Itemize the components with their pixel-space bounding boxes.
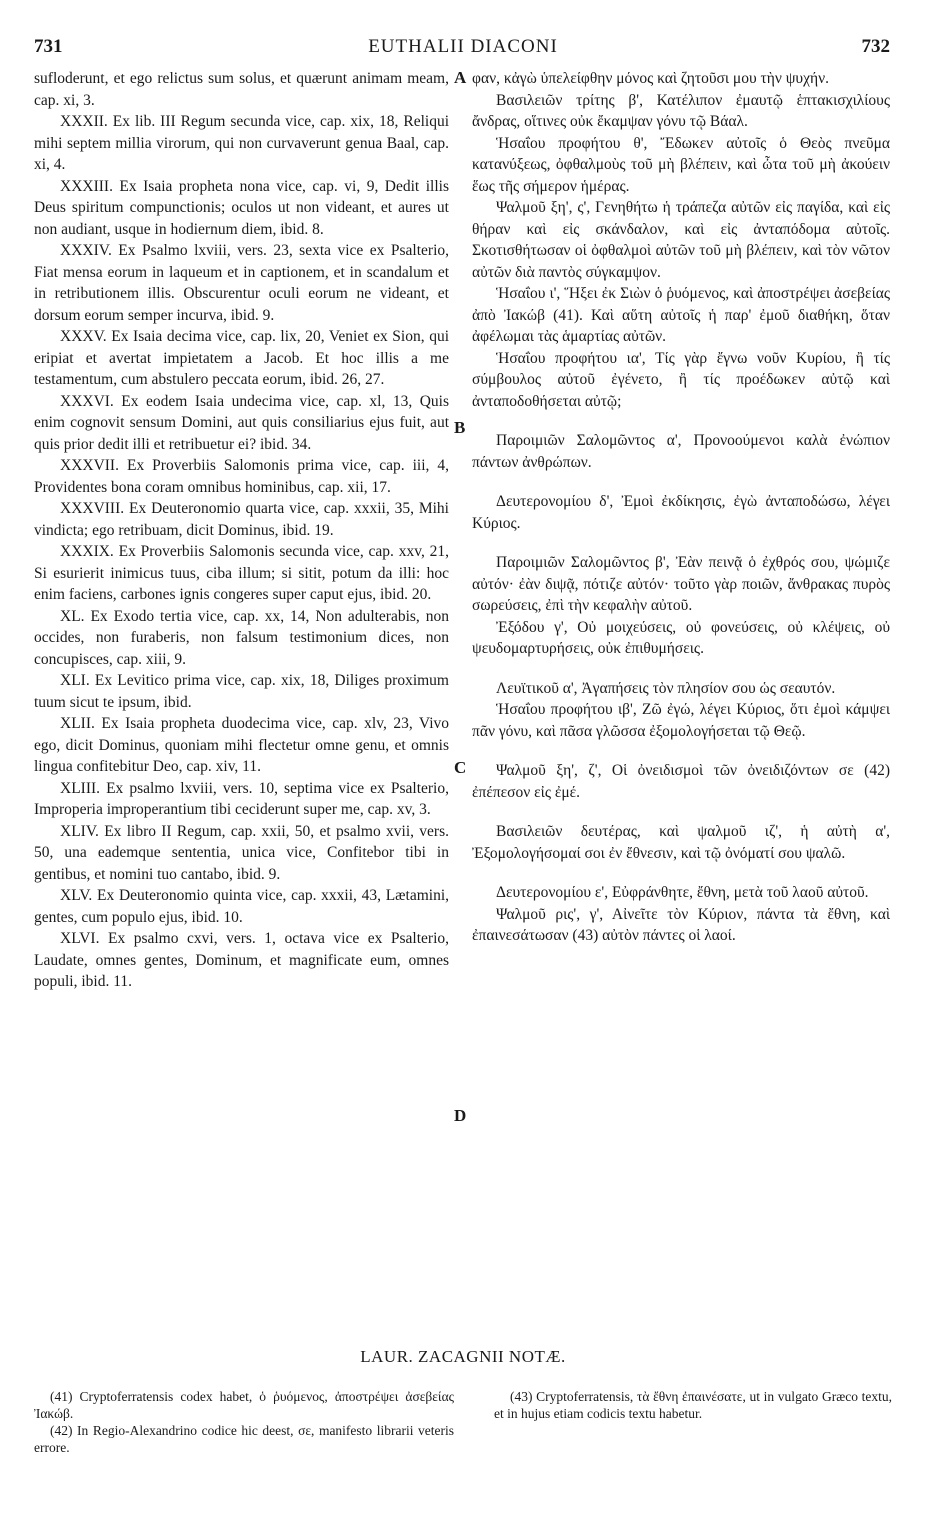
latin-paragraph: XXXVII. Ex Proverbiis Salomonis prima vice, cap. iii, 4, Providentes bona coram omnibus hominibus, cap. xii, 17. <box>34 457 449 496</box>
page-number-left: 731 <box>34 36 63 57</box>
greek-paragraph: Δευτερονομίου ε', Εὐφράνθητε, ἔθνη, μετὰ τοῦ λαοῦ αὐτοῦ. <box>496 884 869 901</box>
latin-paragraph: XLVI. Ex psalmo cxvi, vers. 1, octava vice ex Psalterio, Laudate, omnes gentes, Dominum, et magnificate eum, omnes populi, ibid. 11. <box>34 930 449 990</box>
latin-paragraph: XXXIX. Ex Proverbiis Salomonis secunda vice, cap. xxv, 21, Si esurierit inimicus tuus, ciba illum; si sitit, potum da illi: hoc enim faciens, carbones ignis congeres super caput ejus, ibid. 20. <box>34 543 449 603</box>
latin-paragraph: XLV. Ex Deuteronomio quinta vice, cap. xxxii, 43, Lætamini, gentes, cum populo ejus, ibid. 10. <box>34 887 449 926</box>
running-title: EUTHALII DIACONI <box>368 36 558 57</box>
greek-paragraph: Δευτερονομίου δ', Ἐμοὶ ἐκδίκησις, ἐγὼ ἀνταποδώσω, λέγει Κύριος. <box>472 493 890 532</box>
latin-paragraph: XXXVIII. Ex Deuteronomio quarta vice, cap. xxxii, 35, Mihi vindicta; ego retribuam, dicit Dominus, ibid. 19. <box>34 500 449 539</box>
latin-paragraph: sufloderunt, et ego relictus sum solus, et quærunt animam meam, cap. xi, 3. <box>34 70 449 109</box>
latin-column <box>34 68 449 993</box>
greek-paragraph: Παροιμιῶν Σαλομῶντος α', Προνοούμενοι καλὰ ἐνώπιον πάντων ἀνθρώπων. <box>472 432 890 471</box>
greek-paragraph: Βασιλειῶν δευτέρας, καὶ ψαλμοῦ ιζ', ἡ αὐτὴ α', Ἐξομολογήσομαί σοι ἐν ἔθνεσιν, καὶ τῷ ὀνόματί σου ψαλῶ. <box>472 823 890 862</box>
greek-paragraph: Ἡσαΐου προφήτου ιβ', Ζῶ ἐγώ, λέγει Κύριος, ὅτι ἐμοὶ κάμψει πᾶν γόνυ, καὶ πᾶσα γλῶσσα ἐξομολογήσεται τῷ Θεῷ. <box>472 701 890 740</box>
latin-paragraph: XXXVI. Ex eodem Isaia undecima vice, cap. xl, 13, Quis enim cognovit sensum Domini, aut quis consiliarius ejus fuit, aut quis prior dedit illi et retribuetur ei? ibid. 34. <box>34 392 449 453</box>
latin-paragraph: XLII. Ex Isaia propheta duodecima vice, cap. xlv, 23, Vivo ego, dicit Dominus, quoniam mihi flectetur omne genu, et omnis lingua confitebitur Deo, cap. xiv, 11. <box>34 715 449 775</box>
latin-paragraph: XLIV. Ex libro II Regum, cap. xxii, 50, et psalmo xvii, vers. 50, una eademque sententia, unica vice, Confitebor tibi in gentibus, et nomini tuo cantabo, ibid. 9. <box>34 822 449 883</box>
footnote: (43) Cryptoferratensis, τὰ ἔθνη ἐπαινέσατε, ut in vulgato Græco textu, et in hujus etiam codicis textu habetur. <box>494 1389 892 1421</box>
notes-title: LAUR. ZACAGNII NOTÆ. <box>360 1347 566 1366</box>
latin-paragraph: XL. Ex Exodo tertia vice, cap. xx, 14, Non adulterabis, non occides, non furaberis, non falsum testimonium dices, non concupisces, cap. xiii, 9. <box>34 607 449 668</box>
greek-paragraph: Ἡσαΐου ι', Ἥξει ἐκ Σιὼν ὁ ῥυόμενος, καὶ ἀποστρέψει ἀσεβείας ἀπὸ Ἰακώβ (41). Καὶ αὕτη αὐτοῖς ἡ παρ' ἐμοῦ διαθήκη, ὅταν ἀφέλωμαι τὰς ἁμαρτίας αὐτῶν. <box>472 285 890 345</box>
latin-paragraph: XLI. Ex Levitico prima vice, cap. xix, 18, Diliges proximum tuum sicut te ipsum, ibid. <box>34 672 449 711</box>
greek-paragraph: φαν, κἀγὼ ὑπελείφθην μόνος καὶ ζητοῦσι μου τὴν ψυχήν. <box>472 70 829 87</box>
greek-paragraph: Παροιμιῶν Σαλομῶντος β', Ἐὰν πεινᾷ ὁ ἐχθρός σου, ψώμιζε αὐτόν· ἐὰν διψᾷ, πότιζε αὐτόν· τοῦτο γὰρ ποιῶν, ἄνθρακας πυρὸς σωρεύσεις, ἐπὶ τὴν κεφαλὴν αὐτοῦ. <box>472 554 890 614</box>
margin-letter-c: C <box>454 758 467 777</box>
greek-paragraph: Ψαλμοῦ ξη', ζ', Οἱ ὀνειδισμοὶ τῶν ὀνειδιζόντων σε (42) ἐπέπεσον εἰς ἐμέ. <box>472 762 890 801</box>
margin-letter-d: D <box>454 1106 467 1125</box>
running-header <box>0 36 926 64</box>
latin-paragraph: XXXIV. Ex Psalmo lxviii, vers. 23, sexta vice ex Psalterio, Fiat mensa eorum in laqueum et in captionem, et in scandalum et in retributionem illis. Obscurentur oculi eorum ne videant, et dorsum eorum semper incurva, ibid. 9. <box>34 242 449 324</box>
greek-paragraph: Λευϊτικοῦ α', Ἀγαπήσεις τὸν πλησίον σου ὡς σεαυτόν. <box>496 679 836 697</box>
footnote: (41) Cryptoferratensis codex habet, ὁ ῥυόμενος, ἀποστρέψει ἀσεβείας Ἰακώβ. <box>34 1389 454 1421</box>
greek-paragraph: Ἡσαΐου προφήτου ια', Τίς γὰρ ἔγνω νοῦν Κυρίου, ἢ τίς σύμβουλος αὐτοῦ ἐγένετο, ἢ τίς προέδωκεν αὐτῷ καὶ ἀνταποδοθήσεται αὐτῷ; <box>472 349 890 410</box>
notes-right-column <box>494 1388 892 1422</box>
page-number-right: 732 <box>861 36 890 57</box>
greek-paragraph: Ψαλμοῦ ρις', γ', Αἰνεῖτε τὸν Κύριον, πάντα τὰ ἔθνη, καὶ ἐπαινεσάτωσαν (43) αὐτὸν πάντες οἱ λαοί. <box>472 905 890 944</box>
greek-paragraph: Βασιλειῶν τρίτης β', Κατέλιπον ἐμαυτῷ ἑπτακισχιλίους ἄνδρας, οἵτινες οὐκ ἔκαμψαν γόνυ τῷ Βάαλ. <box>472 91 890 130</box>
margin-letter-a: A <box>454 68 467 87</box>
greek-paragraph: Ψαλμοῦ ξη', ς', Γενηθήτω ἡ τράπεζα αὐτῶν εἰς παγίδα, καὶ εἰς θήραν καὶ εἰς σκάνδαλον, καὶ εἰς ἀνταπόδομα αὐτοῖς. Σκοτισθήτωσαν οἱ ὀφθαλμοὶ αὐτῶν τοῦ μὴ βλέπειν, καὶ τὸν νῶτον αὐτῶν διὰ παντὸς σύγκαμψον. <box>472 199 890 281</box>
greek-paragraph: Ἐξόδου γ', Οὐ μοιχεύσεις, οὐ φονεύσεις, οὐ κλέψεις, οὐ ψευδομαρτυρήσεις, οὐκ ἐπιθυμήσεις. <box>472 618 890 657</box>
latin-paragraph: XLIII. Ex psalmo lxviii, vers. 10, septima vice ex Psalterio, Improperia improperantium tibi ceciderunt super me, cap. xv, 3. <box>34 779 449 818</box>
greek-column <box>472 68 890 947</box>
footnote: (42) In Regio-Alexandrino codice hic deest, σε, manifesto librarii veteris errore. <box>34 1423 454 1455</box>
latin-paragraph: XXXV. Ex Isaia decima vice, cap. lix, 20, Veniet ex Sion, qui eripiat et avertat impietatem a Jacob. Et hoc illis a me testamentum, cum abstulero peccata eorum, ibid. 26, 27. <box>34 328 449 388</box>
latin-paragraph: XXXIII. Ex Isaia propheta nona vice, cap. vi, 9, Dedit illis Deus spiritum compunctionis; oculos ut non videant, et aures ut non audiant, usque in hodiernum diem, ibid. 8. <box>34 177 449 238</box>
margin-letter-b: B <box>454 418 466 437</box>
notes-left-column <box>34 1388 454 1456</box>
latin-paragraph: XXXII. Ex lib. III Regum secunda vice, cap. xix, 18, Reliqui mihi septem millia virorum, qui non curvaverunt genua Baal, cap. xi, 4. <box>34 113 449 173</box>
greek-paragraph: Ἡσαΐου προφήτου θ', Ἔδωκεν αὐτοῖς ὁ Θεὸς πνεῦμα κατανύξεως, ὀφθαλμοὺς τοῦ μὴ βλέπειν, καὶ ὦτα τοῦ μὴ ἀκούειν ἕως τῆς σήμερον ἡμέρας. <box>472 134 890 195</box>
